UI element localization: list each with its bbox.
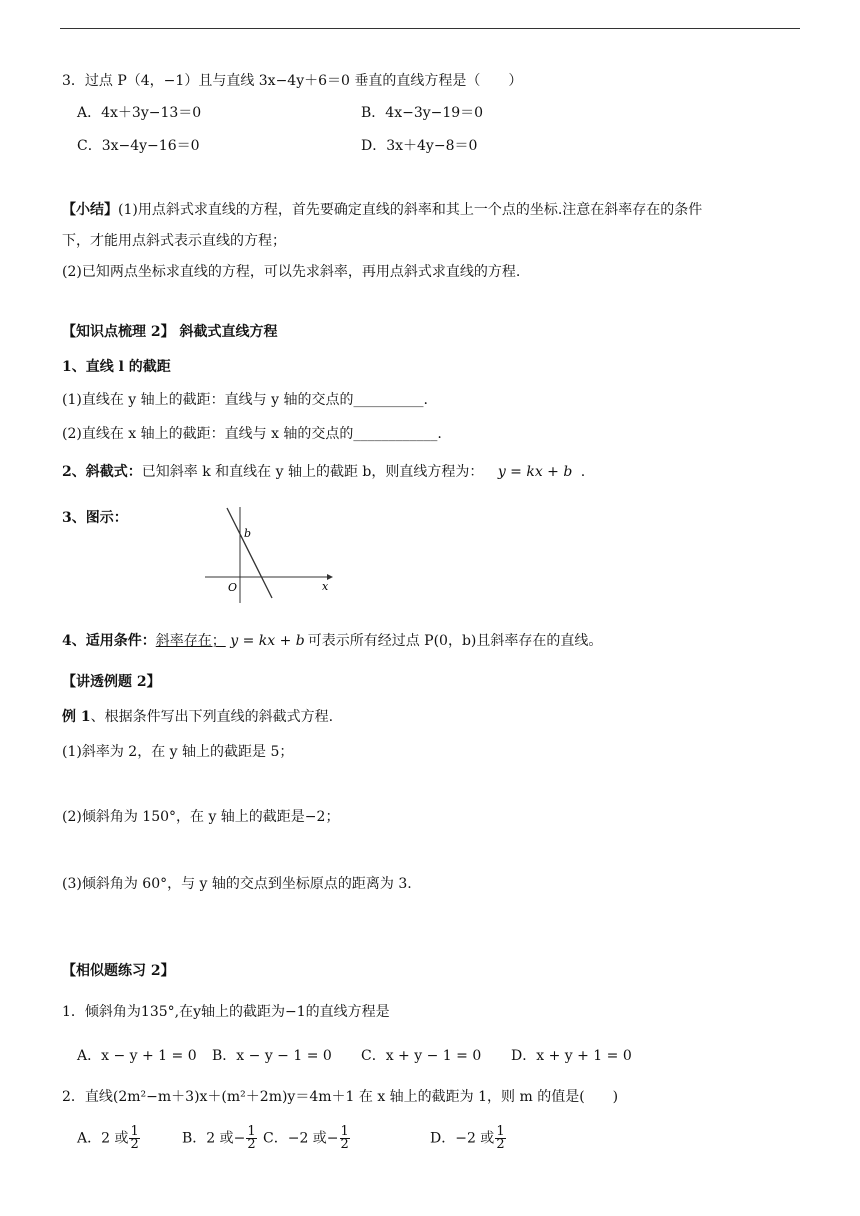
sim2-q1-option-d: D．x + y + 1 = 0: [511, 1048, 632, 1064]
fraction-half: $\frac{1}{2}$: [130, 1124, 139, 1152]
sim2-q2: 2．直线(2m²−m＋3)x＋(m²＋2m)y＝4m＋1 在 x 轴上的截距为 1，则 m 的值是( ): [62, 1089, 619, 1105]
fraction-half: $\frac{1}{2}$: [496, 1124, 505, 1152]
q2a-text: A．2 或: [77, 1130, 129, 1147]
q2d-text: D．−2 或: [430, 1130, 495, 1147]
q3-option-b: B．4x−3y−19＝0: [361, 105, 484, 121]
q2b-text: B．2 或−: [182, 1130, 246, 1147]
kp2-heading-1: 1、直线 l 的截距: [62, 359, 171, 375]
fraction-half: $\frac{1}{2}$: [247, 1124, 256, 1152]
ex2-label: 例 1: [62, 709, 91, 725]
kp2-h4-rest: 可表示所有经过点 P(0，b)且斜率存在的直线。: [307, 633, 603, 649]
kp2-title: 【知识点梳理 2】 斜截式直线方程: [62, 324, 278, 340]
kp2-h4-label: 4、适用条件：: [62, 633, 156, 649]
kp2-h2-label: 2、斜截式：: [62, 464, 142, 480]
kp2-h2-formula: y = kx + b: [497, 464, 573, 480]
ex2-intro: [62, 708, 333, 726]
sim2-q2-option-d: [430, 1126, 507, 1151]
q3-stem: 3．过点 P（4，−1）且与直线 3x−4y＋6＝0 垂直的直线方程是（ ）: [62, 73, 523, 89]
kp2-heading-3: 3、图示：: [62, 510, 128, 526]
sim2-q1-option-a: A．x − y + 1 = 0: [77, 1048, 197, 1064]
ex2-text: 、根据条件写出下列直线的斜截式方程.: [90, 709, 334, 725]
kp2-y-intercept: (1)直线在 y 轴上的截距：直线与 y 轴的交点的__________.: [62, 392, 428, 408]
label-b: b: [244, 527, 252, 540]
sim2-title: 【相似题练习 2】: [62, 963, 175, 979]
summary-line1b: 下，才能用点斜式表示直线的方程；: [62, 233, 286, 249]
summary-line1: [62, 201, 702, 219]
q2c-text: C．−2 或−: [263, 1130, 339, 1147]
sim2-q1-option-b: B．x − y − 1 = 0: [212, 1048, 332, 1064]
kp2-h4-condition: 斜率存在；: [155, 633, 226, 649]
kp2-h4-formula: y = kx + b: [230, 633, 305, 649]
sim2-q2-option-a: [77, 1126, 141, 1151]
label-origin: O: [228, 581, 238, 594]
q3-option-a: A．4x＋3y−13＝0: [77, 105, 202, 121]
sim2-q1-option-c: C．x + y − 1 = 0: [361, 1048, 482, 1064]
summary-line2: (2)已知两点坐标求直线的方程，可以先求斜率，再用点斜式求直线的方程.: [62, 264, 521, 280]
q3-option-c: C．3x−4y−16＝0: [77, 138, 200, 154]
sim2-q2-option-c: [263, 1126, 351, 1151]
ex2-part-2: (2)倾斜角为 150°，在 y 轴上的截距是−2；: [62, 809, 340, 825]
top-rule: [60, 28, 800, 29]
kp2-h2-end: .: [580, 464, 586, 480]
sim2-q1: 1．倾斜角为135°,在y轴上的截距为−1的直线方程是: [62, 1004, 390, 1020]
summary-text-1a: (1)用点斜式求直线的方程，首先要确定直线的斜率和其上一个点的坐标.注意在斜率存在的条件: [118, 202, 703, 218]
ex2-part-3: (3)倾斜角为 60°，与 y 轴的交点到坐标原点的距离为 3.: [62, 876, 412, 892]
kp2-x-intercept: (2)直线在 x 轴上的截距：直线与 x 轴的交点的____________.: [62, 426, 442, 442]
slope-intercept-figure: [200, 505, 340, 605]
ex2-part-1: (1)斜率为 2，在 y 轴上的截距是 5；: [62, 744, 294, 760]
kp2-h2-text: 已知斜率 k 和直线在 y 轴上的截距 b，则直线方程为：: [141, 464, 484, 480]
fraction-half: $\frac{1}{2}$: [340, 1124, 349, 1152]
q3-option-d: D．3x＋4y−8＝0: [361, 138, 478, 154]
label-x: x: [322, 580, 329, 593]
summary-tag: 【小结】: [62, 202, 118, 218]
ex2-title: 【讲透例题 2】: [62, 674, 161, 690]
kp2-heading-2: [62, 463, 585, 481]
sim2-q2-option-b: [182, 1126, 258, 1151]
kp2-heading-4: [62, 632, 602, 650]
